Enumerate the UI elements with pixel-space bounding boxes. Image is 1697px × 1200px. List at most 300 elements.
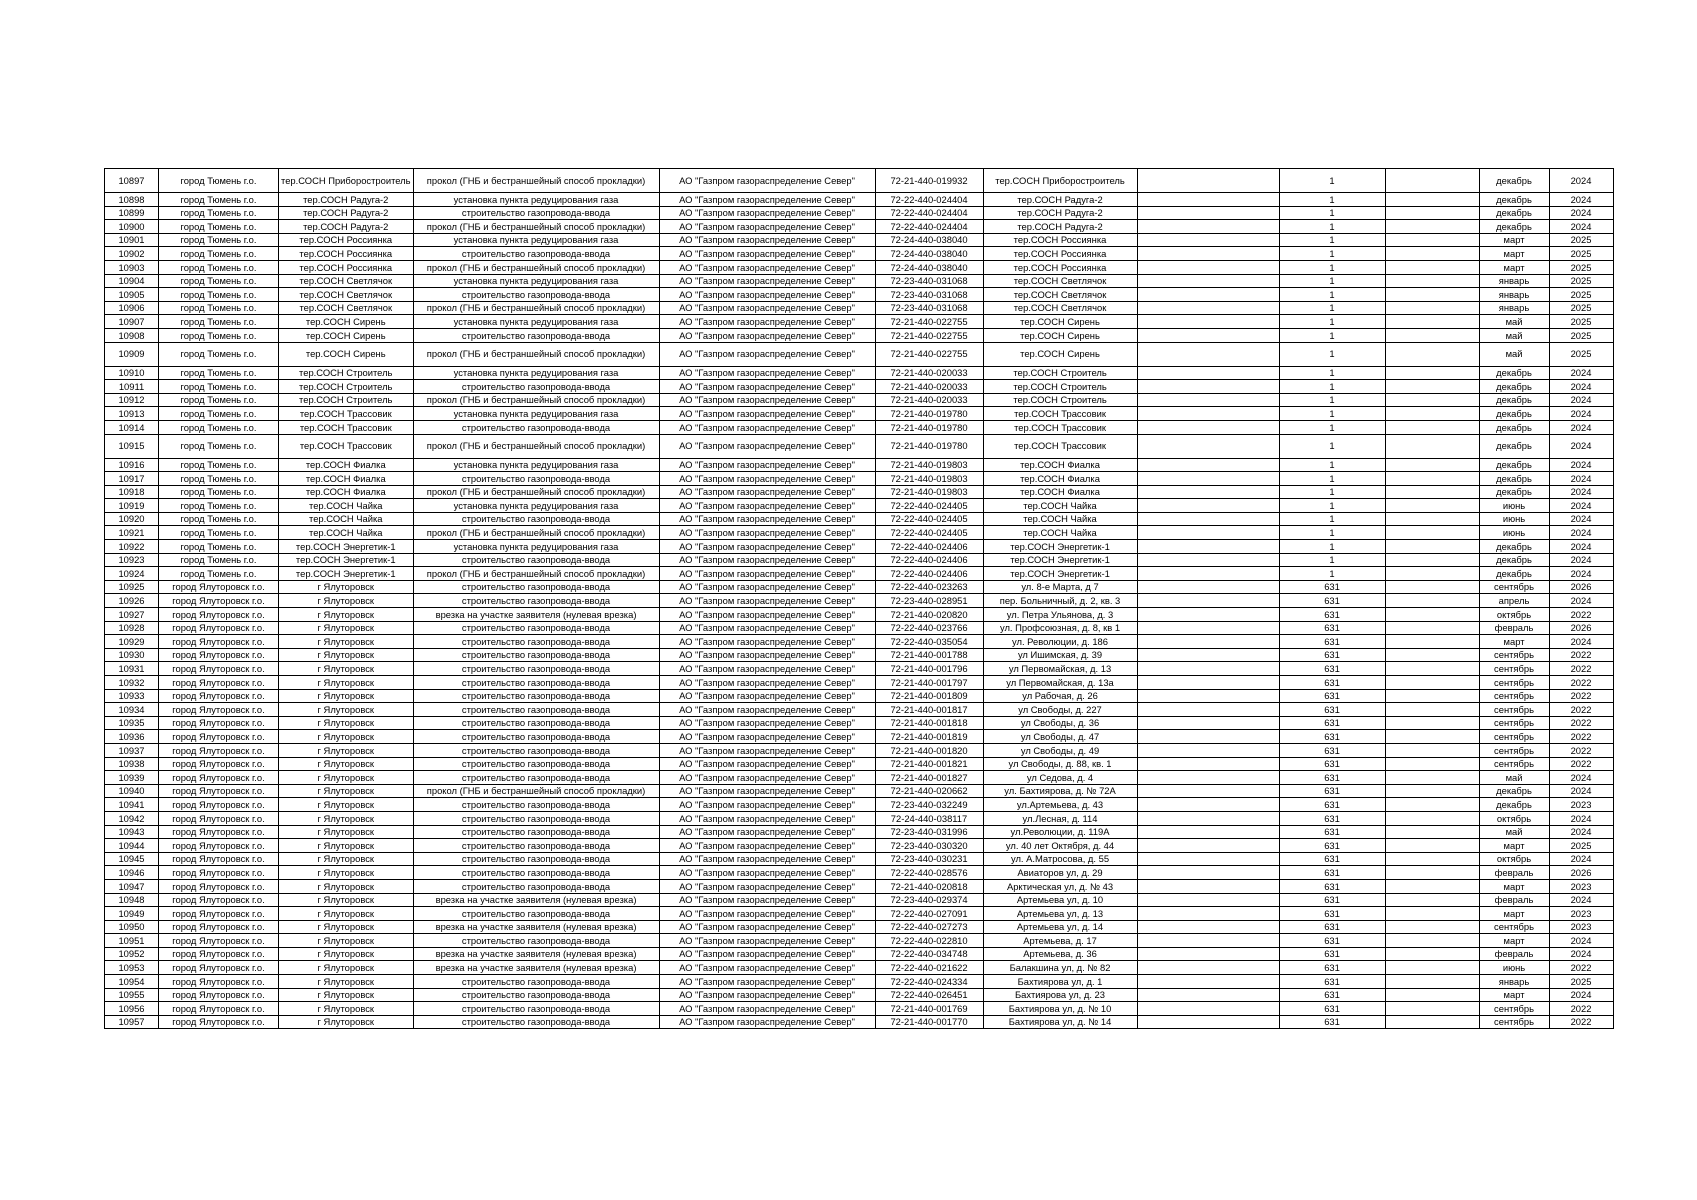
contract-number-cell: 72-23-440-031068 xyxy=(875,274,983,288)
year-cell: 2024 xyxy=(1549,420,1613,434)
month-cell: сентябрь xyxy=(1479,689,1549,703)
year-cell: 2024 xyxy=(1549,169,1613,193)
contract-number-cell: 72-21-440-001788 xyxy=(875,648,983,662)
address-cell: ул.Лесная, д. 114 xyxy=(983,811,1137,825)
work-type-cell: строительство газопровода-ввода xyxy=(413,798,659,812)
quantity-cell: 1 xyxy=(1279,260,1385,274)
settlement-cell: г Ялуторовск xyxy=(279,676,414,690)
address-cell: тер.СОСН Трассовик xyxy=(983,420,1137,434)
year-cell: 2024 xyxy=(1549,947,1613,961)
settlement-cell: тер.СОСН Сирень xyxy=(279,342,414,366)
settlement-cell: тер.СОСН Чайка xyxy=(279,499,414,513)
month-cell: июнь xyxy=(1479,961,1549,975)
month-cell: декабрь xyxy=(1479,420,1549,434)
row-number-cell: 10923 xyxy=(105,553,159,567)
address-cell: ул Свободы, д. 36 xyxy=(983,716,1137,730)
empty-cell xyxy=(1137,380,1279,394)
empty-cell xyxy=(1137,648,1279,662)
organization-cell: АО "Газпром газораспределение Север" xyxy=(659,420,875,434)
year-cell: 2024 xyxy=(1549,512,1613,526)
year-cell: 2025 xyxy=(1549,288,1613,302)
year-cell: 2022 xyxy=(1549,1002,1613,1016)
quantity-cell: 1 xyxy=(1279,567,1385,581)
work-type-cell: прокол (ГНБ и бестраншейный способ прокладки) xyxy=(413,260,659,274)
contract-number-cell: 72-21-440-001796 xyxy=(875,662,983,676)
row-number-cell: 10957 xyxy=(105,1015,159,1029)
address-cell: ул Седова, д. 4 xyxy=(983,771,1137,785)
municipality-cell: город Ялуторовск г.о. xyxy=(159,703,279,717)
row-number-cell: 10933 xyxy=(105,689,159,703)
address-cell: Авиаторов ул, д. 29 xyxy=(983,866,1137,880)
contract-number-cell: 72-22-440-024406 xyxy=(875,540,983,554)
empty-cell xyxy=(1385,879,1479,893)
month-cell: март xyxy=(1479,879,1549,893)
year-cell: 2025 xyxy=(1549,975,1613,989)
empty-cell xyxy=(1385,703,1479,717)
empty-cell xyxy=(1137,274,1279,288)
contract-number-cell: 72-23-440-029374 xyxy=(875,893,983,907)
empty-cell xyxy=(1385,380,1479,394)
organization-cell: АО "Газпром газораспределение Север" xyxy=(659,811,875,825)
work-type-cell: строительство газопровода-ввода xyxy=(413,553,659,567)
settlement-cell: тер.СОСН Строитель xyxy=(279,393,414,407)
table-row xyxy=(105,1015,1614,1029)
settlement-cell: тер.СОСН Чайка xyxy=(279,526,414,540)
empty-cell xyxy=(1385,328,1479,342)
quantity-cell: 1 xyxy=(1279,193,1385,207)
quantity-cell: 1 xyxy=(1279,274,1385,288)
table-row xyxy=(105,274,1614,288)
table-row xyxy=(105,328,1614,342)
empty-cell xyxy=(1137,567,1279,581)
organization-cell: АО "Газпром газораспределение Север" xyxy=(659,274,875,288)
organization-cell: АО "Газпром газораспределение Север" xyxy=(659,757,875,771)
table-row xyxy=(105,662,1614,676)
address-cell: ул Свободы, д. 88, кв. 1 xyxy=(983,757,1137,771)
empty-cell xyxy=(1137,798,1279,812)
settlement-cell: г Ялуторовск xyxy=(279,689,414,703)
municipality-cell: город Тюмень г.о. xyxy=(159,485,279,499)
contract-number-cell: 72-21-440-019780 xyxy=(875,434,983,458)
organization-cell: АО "Газпром газораспределение Север" xyxy=(659,499,875,513)
month-cell: май xyxy=(1479,315,1549,329)
contract-number-cell: 72-21-440-019932 xyxy=(875,169,983,193)
organization-cell: АО "Газпром газораспределение Север" xyxy=(659,635,875,649)
month-cell: декабрь xyxy=(1479,798,1549,812)
organization-cell: АО "Газпром газораспределение Север" xyxy=(659,825,875,839)
municipality-cell: город Тюмень г.о. xyxy=(159,169,279,193)
row-number-cell: 10935 xyxy=(105,716,159,730)
work-type-cell: строительство газопровода-ввода xyxy=(413,771,659,785)
row-number-cell: 10900 xyxy=(105,220,159,234)
empty-cell xyxy=(1137,703,1279,717)
address-cell: тер.СОСН Энергетик-1 xyxy=(983,540,1137,554)
empty-cell xyxy=(1385,716,1479,730)
contract-number-cell: 72-21-440-022755 xyxy=(875,342,983,366)
municipality-cell: город Ялуторовск г.о. xyxy=(159,648,279,662)
year-cell: 2024 xyxy=(1549,893,1613,907)
contract-number-cell: 72-21-440-019803 xyxy=(875,485,983,499)
work-type-cell: строительство газопровода-ввода xyxy=(413,825,659,839)
empty-cell xyxy=(1137,961,1279,975)
settlement-cell: г Ялуторовск xyxy=(279,662,414,676)
contract-number-cell: 72-23-440-031996 xyxy=(875,825,983,839)
contract-number-cell: 72-22-440-024406 xyxy=(875,567,983,581)
settlement-cell: г Ялуторовск xyxy=(279,893,414,907)
empty-cell xyxy=(1385,233,1479,247)
settlement-cell: г Ялуторовск xyxy=(279,743,414,757)
quantity-cell: 631 xyxy=(1279,988,1385,1002)
address-cell: Балакшина ул, д. № 82 xyxy=(983,961,1137,975)
settlement-cell: тер.СОСН Трассовик xyxy=(279,434,414,458)
settlement-cell: г Ялуторовск xyxy=(279,811,414,825)
year-cell: 2022 xyxy=(1549,662,1613,676)
month-cell: сентябрь xyxy=(1479,676,1549,690)
row-number-cell: 10920 xyxy=(105,512,159,526)
municipality-cell: город Тюмень г.о. xyxy=(159,288,279,302)
table-row xyxy=(105,648,1614,662)
settlement-cell: г Ялуторовск xyxy=(279,825,414,839)
table-row xyxy=(105,866,1614,880)
empty-cell xyxy=(1137,784,1279,798)
organization-cell: АО "Газпром газораспределение Север" xyxy=(659,315,875,329)
empty-cell xyxy=(1385,771,1479,785)
address-cell: тер.СОСН Чайка xyxy=(983,526,1137,540)
address-cell: ул Первомайская, д. 13а xyxy=(983,676,1137,690)
table-row xyxy=(105,315,1614,329)
settlement-cell: г Ялуторовск xyxy=(279,934,414,948)
year-cell: 2026 xyxy=(1549,621,1613,635)
year-cell: 2024 xyxy=(1549,526,1613,540)
row-number-cell: 10948 xyxy=(105,893,159,907)
year-cell: 2024 xyxy=(1549,594,1613,608)
year-cell: 2022 xyxy=(1549,648,1613,662)
row-number-cell: 10918 xyxy=(105,485,159,499)
municipality-cell: город Ялуторовск г.о. xyxy=(159,580,279,594)
address-cell: ул Рабочая, д. 26 xyxy=(983,689,1137,703)
work-type-cell: врезка на участке заявителя (нулевая врезка) xyxy=(413,961,659,975)
empty-cell xyxy=(1137,420,1279,434)
month-cell: май xyxy=(1479,328,1549,342)
empty-cell xyxy=(1385,1015,1479,1029)
year-cell: 2024 xyxy=(1549,934,1613,948)
municipality-cell: город Тюмень г.о. xyxy=(159,220,279,234)
work-type-cell: строительство газопровода-ввода xyxy=(413,975,659,989)
month-cell: март xyxy=(1479,247,1549,261)
empty-cell xyxy=(1385,811,1479,825)
table-row xyxy=(105,757,1614,771)
empty-cell xyxy=(1137,1015,1279,1029)
contract-number-cell: 72-21-440-001818 xyxy=(875,716,983,730)
organization-cell: АО "Газпром газораспределение Север" xyxy=(659,260,875,274)
organization-cell: АО "Газпром газораспределение Север" xyxy=(659,380,875,394)
empty-cell xyxy=(1385,220,1479,234)
table-row xyxy=(105,540,1614,554)
table-row xyxy=(105,233,1614,247)
work-type-cell: строительство газопровода-ввода xyxy=(413,380,659,394)
work-type-cell: прокол (ГНБ и бестраншейный способ прокладки) xyxy=(413,434,659,458)
month-cell: октябрь xyxy=(1479,608,1549,622)
table-row xyxy=(105,420,1614,434)
year-cell: 2022 xyxy=(1549,608,1613,622)
month-cell: декабрь xyxy=(1479,407,1549,421)
address-cell: ул. 8-е Марта, д 7 xyxy=(983,580,1137,594)
row-number-cell: 10916 xyxy=(105,458,159,472)
work-type-cell: строительство газопровода-ввода xyxy=(413,580,659,594)
work-type-cell: строительство газопровода-ввода xyxy=(413,730,659,744)
quantity-cell: 631 xyxy=(1279,689,1385,703)
address-cell: ул Свободы, д. 49 xyxy=(983,743,1137,757)
empty-cell xyxy=(1137,975,1279,989)
settlement-cell: тер.СОСН Энергетик-1 xyxy=(279,567,414,581)
row-number-cell: 10943 xyxy=(105,825,159,839)
month-cell: декабрь xyxy=(1479,472,1549,486)
address-cell: Бахтиярова ул, д. № 10 xyxy=(983,1002,1137,1016)
table-row xyxy=(105,485,1614,499)
settlement-cell: тер.СОСН Россиянка xyxy=(279,260,414,274)
work-type-cell: установка пункта редуцирования газа xyxy=(413,540,659,554)
work-type-cell: строительство газопровода-ввода xyxy=(413,1015,659,1029)
contract-number-cell: 72-21-440-001817 xyxy=(875,703,983,717)
contract-number-cell: 72-22-440-024406 xyxy=(875,553,983,567)
settlement-cell: г Ялуторовск xyxy=(279,648,414,662)
row-number-cell: 10939 xyxy=(105,771,159,785)
settlement-cell: г Ялуторовск xyxy=(279,1002,414,1016)
contract-number-cell: 72-22-440-028576 xyxy=(875,866,983,880)
organization-cell: АО "Газпром газораспределение Север" xyxy=(659,947,875,961)
organization-cell: АО "Газпром газораспределение Север" xyxy=(659,866,875,880)
empty-cell xyxy=(1385,784,1479,798)
work-type-cell: строительство газопровода-ввода xyxy=(413,648,659,662)
organization-cell: АО "Газпром газораспределение Север" xyxy=(659,407,875,421)
row-number-cell: 10908 xyxy=(105,328,159,342)
table-row xyxy=(105,635,1614,649)
empty-cell xyxy=(1137,220,1279,234)
work-type-cell: строительство газопровода-ввода xyxy=(413,907,659,921)
table-row xyxy=(105,458,1614,472)
organization-cell: АО "Газпром газораспределение Север" xyxy=(659,1002,875,1016)
table-body xyxy=(105,169,1614,1029)
year-cell: 2024 xyxy=(1549,825,1613,839)
municipality-cell: город Ялуторовск г.о. xyxy=(159,893,279,907)
row-number-cell: 10907 xyxy=(105,315,159,329)
empty-cell xyxy=(1385,621,1479,635)
organization-cell: АО "Газпром газораспределение Север" xyxy=(659,567,875,581)
contract-number-cell: 72-21-440-001809 xyxy=(875,689,983,703)
municipality-cell: город Ялуторовск г.о. xyxy=(159,621,279,635)
organization-cell: АО "Газпром газораспределение Север" xyxy=(659,920,875,934)
municipality-cell: город Тюмень г.о. xyxy=(159,420,279,434)
contract-number-cell: 72-21-440-020033 xyxy=(875,393,983,407)
quantity-cell: 631 xyxy=(1279,825,1385,839)
quantity-cell: 631 xyxy=(1279,716,1385,730)
municipality-cell: город Тюмень г.о. xyxy=(159,366,279,380)
row-number-cell: 10914 xyxy=(105,420,159,434)
row-number-cell: 10899 xyxy=(105,206,159,220)
organization-cell: АО "Газпром газораспределение Север" xyxy=(659,342,875,366)
empty-cell xyxy=(1385,169,1479,193)
settlement-cell: г Ялуторовск xyxy=(279,852,414,866)
organization-cell: АО "Газпром газораспределение Север" xyxy=(659,662,875,676)
empty-cell xyxy=(1385,301,1479,315)
address-cell: Бахтиярова ул, д. № 14 xyxy=(983,1015,1137,1029)
address-cell: тер.СОСН Трассовик xyxy=(983,434,1137,458)
settlement-cell: г Ялуторовск xyxy=(279,879,414,893)
month-cell: март xyxy=(1479,635,1549,649)
month-cell: март xyxy=(1479,934,1549,948)
municipality-cell: город Тюмень г.о. xyxy=(159,512,279,526)
municipality-cell: город Ялуторовск г.о. xyxy=(159,662,279,676)
empty-cell xyxy=(1385,366,1479,380)
row-number-cell: 10897 xyxy=(105,169,159,193)
settlement-cell: тер.СОСН Строитель xyxy=(279,366,414,380)
settlement-cell: тер.СОСН Россиянка xyxy=(279,247,414,261)
contract-number-cell: 72-22-440-024404 xyxy=(875,193,983,207)
municipality-cell: город Ялуторовск г.о. xyxy=(159,784,279,798)
contract-number-cell: 72-22-440-027091 xyxy=(875,907,983,921)
work-type-cell: строительство газопровода-ввода xyxy=(413,689,659,703)
settlement-cell: г Ялуторовск xyxy=(279,947,414,961)
empty-cell xyxy=(1385,594,1479,608)
municipality-cell: город Ялуторовск г.о. xyxy=(159,594,279,608)
row-number-cell: 10917 xyxy=(105,472,159,486)
empty-cell xyxy=(1385,1002,1479,1016)
empty-cell xyxy=(1385,907,1479,921)
year-cell: 2025 xyxy=(1549,247,1613,261)
municipality-cell: город Ялуторовск г.о. xyxy=(159,757,279,771)
organization-cell: АО "Газпром газораспределение Север" xyxy=(659,485,875,499)
table-row xyxy=(105,961,1614,975)
empty-cell xyxy=(1385,635,1479,649)
quantity-cell: 631 xyxy=(1279,879,1385,893)
contract-number-cell: 72-22-440-034748 xyxy=(875,947,983,961)
row-number-cell: 10902 xyxy=(105,247,159,261)
settlement-cell: тер.СОСН Чайка xyxy=(279,512,414,526)
empty-cell xyxy=(1137,988,1279,1002)
empty-cell xyxy=(1137,947,1279,961)
month-cell: октябрь xyxy=(1479,811,1549,825)
settlement-cell: г Ялуторовск xyxy=(279,580,414,594)
empty-cell xyxy=(1385,947,1479,961)
row-number-cell: 10946 xyxy=(105,866,159,880)
table-row xyxy=(105,893,1614,907)
month-cell: январь xyxy=(1479,274,1549,288)
year-cell: 2022 xyxy=(1549,730,1613,744)
municipality-cell: город Тюмень г.о. xyxy=(159,380,279,394)
table-row xyxy=(105,798,1614,812)
settlement-cell: г Ялуторовск xyxy=(279,1015,414,1029)
contract-number-cell: 72-23-440-030320 xyxy=(875,839,983,853)
municipality-cell: город Тюмень г.о. xyxy=(159,553,279,567)
municipality-cell: город Ялуторовск г.о. xyxy=(159,975,279,989)
work-type-cell: прокол (ГНБ и бестраншейный способ прокладки) xyxy=(413,526,659,540)
organization-cell: АО "Газпром газораспределение Север" xyxy=(659,676,875,690)
quantity-cell: 631 xyxy=(1279,893,1385,907)
quantity-cell: 631 xyxy=(1279,608,1385,622)
address-cell: ул. Петра Ульянова, д. 3 xyxy=(983,608,1137,622)
year-cell: 2024 xyxy=(1549,407,1613,421)
settlement-cell: г Ялуторовск xyxy=(279,961,414,975)
organization-cell: АО "Газпром газораспределение Север" xyxy=(659,975,875,989)
organization-cell: АО "Газпром газораспределение Север" xyxy=(659,206,875,220)
address-cell: ул. А.Матросова, д. 55 xyxy=(983,852,1137,866)
table-row xyxy=(105,393,1614,407)
municipality-cell: город Тюмень г.о. xyxy=(159,499,279,513)
quantity-cell: 631 xyxy=(1279,784,1385,798)
quantity-cell: 631 xyxy=(1279,580,1385,594)
empty-cell xyxy=(1385,798,1479,812)
municipality-cell: город Ялуторовск г.о. xyxy=(159,825,279,839)
settlement-cell: тер.СОСН Радуга-2 xyxy=(279,193,414,207)
organization-cell: АО "Газпром газораспределение Север" xyxy=(659,703,875,717)
work-type-cell: установка пункта редуцирования газа xyxy=(413,274,659,288)
month-cell: сентябрь xyxy=(1479,1015,1549,1029)
empty-cell xyxy=(1385,512,1479,526)
empty-cell xyxy=(1137,512,1279,526)
work-type-cell: строительство газопровода-ввода xyxy=(413,420,659,434)
row-number-cell: 10913 xyxy=(105,407,159,421)
empty-cell xyxy=(1137,839,1279,853)
row-number-cell: 10903 xyxy=(105,260,159,274)
quantity-cell: 631 xyxy=(1279,676,1385,690)
empty-cell xyxy=(1137,233,1279,247)
municipality-cell: город Ялуторовск г.о. xyxy=(159,608,279,622)
settlement-cell: г Ялуторовск xyxy=(279,703,414,717)
empty-cell xyxy=(1137,553,1279,567)
year-cell: 2023 xyxy=(1549,920,1613,934)
year-cell: 2025 xyxy=(1549,342,1613,366)
empty-cell xyxy=(1137,301,1279,315)
year-cell: 2024 xyxy=(1549,220,1613,234)
empty-cell xyxy=(1137,407,1279,421)
municipality-cell: город Ялуторовск г.о. xyxy=(159,1015,279,1029)
month-cell: июнь xyxy=(1479,499,1549,513)
quantity-cell: 1 xyxy=(1279,315,1385,329)
contract-number-cell: 72-21-440-019780 xyxy=(875,420,983,434)
address-cell: Артемьева ул, д. 10 xyxy=(983,893,1137,907)
table-row xyxy=(105,811,1614,825)
table-row xyxy=(105,689,1614,703)
empty-cell xyxy=(1385,260,1479,274)
empty-cell xyxy=(1385,567,1479,581)
empty-cell xyxy=(1137,716,1279,730)
empty-cell xyxy=(1385,526,1479,540)
municipality-cell: город Ялуторовск г.о. xyxy=(159,947,279,961)
empty-cell xyxy=(1137,472,1279,486)
month-cell: март xyxy=(1479,988,1549,1002)
empty-cell xyxy=(1385,393,1479,407)
quantity-cell: 1 xyxy=(1279,485,1385,499)
month-cell: декабрь xyxy=(1479,380,1549,394)
month-cell: сентябрь xyxy=(1479,743,1549,757)
empty-cell xyxy=(1137,676,1279,690)
empty-cell xyxy=(1137,328,1279,342)
month-cell: февраль xyxy=(1479,621,1549,635)
work-type-cell: прокол (ГНБ и бестраншейный способ прокладки) xyxy=(413,301,659,315)
address-cell: пер. Больничный, д. 2, кв. 3 xyxy=(983,594,1137,608)
work-type-cell: строительство газопровода-ввода xyxy=(413,703,659,717)
table-row xyxy=(105,342,1614,366)
empty-cell xyxy=(1137,526,1279,540)
contract-number-cell: 72-22-440-023766 xyxy=(875,621,983,635)
table-row xyxy=(105,594,1614,608)
row-number-cell: 10941 xyxy=(105,798,159,812)
contract-number-cell: 72-24-440-038040 xyxy=(875,247,983,261)
quantity-cell: 1 xyxy=(1279,458,1385,472)
work-type-cell: врезка на участке заявителя (нулевая врезка) xyxy=(413,947,659,961)
settlement-cell: г Ялуторовск xyxy=(279,716,414,730)
contract-number-cell: 72-21-440-001827 xyxy=(875,771,983,785)
